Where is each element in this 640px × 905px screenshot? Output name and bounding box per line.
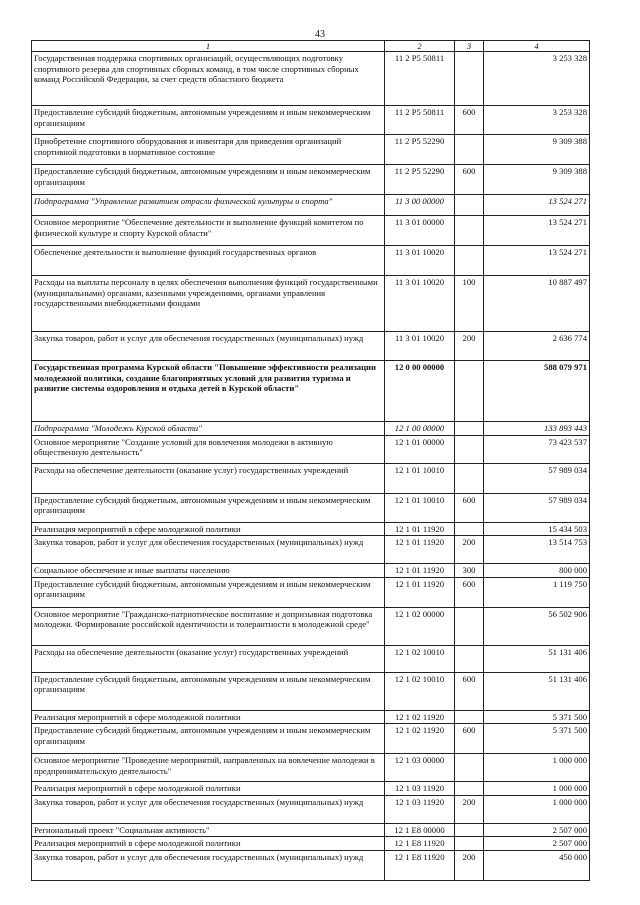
row-expense-type-cell: 200: [455, 795, 484, 823]
budget-table: [31, 40, 590, 881]
row-expense-type-cell: 600: [455, 493, 484, 522]
row-code-cell: 12 1 01 10010: [385, 493, 455, 522]
row-code-cell: 11 2 P5 52290: [385, 165, 455, 195]
row-expense-type-cell: [455, 607, 484, 645]
row-name-cell: Предоставление субсидий бюджетным, автономным учреждениям и иным некоммерческим организациям: [32, 724, 385, 754]
table-row: [32, 607, 590, 645]
row-amount-cell: 2 636 774: [484, 332, 590, 361]
row-name-cell: Реализация мероприятий в сфере молодежной политики: [32, 710, 385, 723]
table-row: [32, 837, 590, 850]
table-row: [32, 135, 590, 165]
row-amount-cell: 13 524 271: [484, 195, 590, 216]
row-name-cell: Расходы на обеспечение деятельности (оказание услуг) государственных учреждений: [32, 463, 385, 493]
row-expense-type-cell: [455, 782, 484, 795]
table-row: [32, 332, 590, 361]
row-amount-cell: 10 887 497: [484, 276, 590, 332]
row-code-cell: 12 1 01 11920: [385, 522, 455, 535]
table-row: [32, 724, 590, 754]
row-amount-cell: 5 371 500: [484, 710, 590, 723]
table-row: [32, 564, 590, 577]
table-row: [32, 276, 590, 332]
table-row: [32, 522, 590, 535]
row-expense-type-cell: [455, 246, 484, 276]
row-expense-type-cell: 600: [455, 106, 484, 135]
row-code-cell: 12 1 03 11920: [385, 795, 455, 823]
row-amount-cell: 57 989 034: [484, 493, 590, 522]
table-row: [32, 165, 590, 195]
row-expense-type-cell: 600: [455, 724, 484, 754]
row-code-cell: 12 1 03 00000: [385, 754, 455, 782]
table-row: [32, 246, 590, 276]
row-name-cell: Обеспечение деятельности и выполнение функций государственных органов: [32, 246, 385, 276]
header-cell-name: 1: [32, 41, 385, 52]
row-code-cell: 12 1 01 11920: [385, 536, 455, 564]
row-code-cell: 12 1 02 00000: [385, 607, 455, 645]
row-expense-type-cell: 200: [455, 332, 484, 361]
row-expense-type-cell: 600: [455, 165, 484, 195]
row-expense-type-cell: [455, 463, 484, 493]
row-amount-cell: 450 000: [484, 850, 590, 880]
row-code-cell: 12 0 00 00000: [385, 361, 455, 422]
row-expense-type-cell: [455, 710, 484, 723]
row-code-cell: 12 1 02 10010: [385, 672, 455, 710]
row-expense-type-cell: [455, 645, 484, 672]
row-amount-cell: 1 000 000: [484, 795, 590, 823]
row-amount-cell: 9 309 388: [484, 135, 590, 165]
row-expense-type-cell: [455, 837, 484, 850]
row-expense-type-cell: [455, 361, 484, 422]
table-row: [32, 710, 590, 723]
row-amount-cell: 2 507 000: [484, 823, 590, 836]
row-name-cell: Закупка товаров, работ и услуг для обеспечения государственных (муниципальных) нужд: [32, 332, 385, 361]
row-expense-type-cell: [455, 422, 484, 435]
row-expense-type-cell: 300: [455, 564, 484, 577]
row-amount-cell: 2 507 000: [484, 837, 590, 850]
row-name-cell: Приобретение спортивного оборудования и инвентаря для приведения организаций спортивной подготовки в нормативное состояние: [32, 135, 385, 165]
row-amount-cell: 57 989 034: [484, 463, 590, 493]
row-name-cell: Основное мероприятие "Обеспечение деятельности и выполнение функций комитетом по физической культуре и спорту Курской области": [32, 216, 385, 246]
row-amount-cell: 1 119 750: [484, 577, 590, 607]
row-amount-cell: 588 079 971: [484, 361, 590, 422]
row-code-cell: 11 3 01 10020: [385, 332, 455, 361]
row-expense-type-cell: [455, 216, 484, 246]
row-name-cell: Реализация мероприятий в сфере молодежной политики: [32, 782, 385, 795]
row-name-cell: Закупка товаров, работ и услуг для обеспечения государственных (муниципальных) нужд: [32, 850, 385, 880]
row-amount-cell: 3 253 328: [484, 52, 590, 106]
table-row: [32, 577, 590, 607]
row-amount-cell: 9 309 388: [484, 165, 590, 195]
page-number: 43: [315, 29, 325, 40]
table-row: [32, 435, 590, 463]
row-amount-cell: 51 131 406: [484, 672, 590, 710]
row-name-cell: Основное мероприятие "Гражданско-патриотическое воспитание и допризывная подготовка молодежи. Формирование российской идентичности и толерантности в молодежной среде": [32, 607, 385, 645]
row-expense-type-cell: 600: [455, 672, 484, 710]
row-code-cell: 11 2 P5 50811: [385, 106, 455, 135]
row-code-cell: 12 1 02 10010: [385, 645, 455, 672]
row-name-cell: Предоставление субсидий бюджетным, автономным учреждениям и иным некоммерческим организациям: [32, 493, 385, 522]
table-row: [32, 823, 590, 836]
table-header-row: [32, 41, 590, 52]
row-expense-type-cell: 100: [455, 276, 484, 332]
row-expense-type-cell: [455, 435, 484, 463]
row-amount-cell: 800 000: [484, 564, 590, 577]
row-amount-cell: 13 524 271: [484, 246, 590, 276]
header-cell-expense-type: 3: [455, 41, 484, 52]
row-name-cell: Предоставление субсидий бюджетным, автономным учреждениям и иным некоммерческим организациям: [32, 165, 385, 195]
row-expense-type-cell: [455, 52, 484, 106]
row-code-cell: 12 1 03 11920: [385, 782, 455, 795]
row-code-cell: 12 1 01 11920: [385, 564, 455, 577]
table-row: [32, 795, 590, 823]
table-row: [32, 782, 590, 795]
row-amount-cell: 51 131 406: [484, 645, 590, 672]
row-amount-cell: 56 502 906: [484, 607, 590, 645]
row-code-cell: 12 1 02 11920: [385, 724, 455, 754]
row-code-cell: 11 3 01 10020: [385, 276, 455, 332]
row-name-cell: Подпрограмма "Управление развитием отрасли физической культуры и спорта": [32, 195, 385, 216]
header-cell-amount: 4: [484, 41, 590, 52]
row-amount-cell: 133 893 443: [484, 422, 590, 435]
row-amount-cell: 1 000 000: [484, 782, 590, 795]
row-name-cell: Закупка товаров, работ и услуг для обеспечения государственных (муниципальных) нужд: [32, 795, 385, 823]
table-row: [32, 52, 590, 106]
row-code-cell: 12 1 01 11920: [385, 577, 455, 607]
row-expense-type-cell: [455, 823, 484, 836]
row-code-cell: 11 3 01 00000: [385, 216, 455, 246]
table-row: [32, 672, 590, 710]
table-row: [32, 106, 590, 135]
row-name-cell: Реализация мероприятий в сфере молодежной политики: [32, 522, 385, 535]
row-name-cell: Государственная поддержка спортивных организаций, осуществляющих подготовку спортивного резерва для спортивных сборных команд, в том числе спортивных сборных команд Российской Федерации, за счет средств областного бюджета: [32, 52, 385, 106]
row-amount-cell: 15 434 503: [484, 522, 590, 535]
row-code-cell: 12 1 01 00000: [385, 435, 455, 463]
row-code-cell: 12 1 E8 11920: [385, 850, 455, 880]
row-expense-type-cell: 200: [455, 850, 484, 880]
row-code-cell: 11 3 00 00000: [385, 195, 455, 216]
table-row: [32, 195, 590, 216]
row-amount-cell: 5 371 500: [484, 724, 590, 754]
row-name-cell: Основное мероприятие "Проведение мероприятий, направленных на вовлечение молодежи в предпринимательскую деятельность": [32, 754, 385, 782]
row-code-cell: 12 1 01 10010: [385, 463, 455, 493]
row-code-cell: 12 1 E8 11920: [385, 837, 455, 850]
table-row: [32, 422, 590, 435]
row-name-cell: Предоставление субсидий бюджетным, автономным учреждениям и иным некоммерческим организациям: [32, 672, 385, 710]
table-row: [32, 754, 590, 782]
row-expense-type-cell: 600: [455, 577, 484, 607]
row-name-cell: Расходы на выплаты персоналу в целях обеспечения выполнения функций государственными (муниципальными) органами, казенными учреждениями, органами управления государственными внебюджетными фондами: [32, 276, 385, 332]
row-amount-cell: 1 000 000: [484, 754, 590, 782]
row-name-cell: Государственная программа Курской области "Повышение эффективности реализации молодежной политики, создание благоприятных условий для развития туризма и развитие системы оздоровления и отдыха детей в Курской области": [32, 361, 385, 422]
header-cell-code: 2: [385, 41, 455, 52]
table-row: [32, 493, 590, 522]
row-expense-type-cell: [455, 135, 484, 165]
row-code-cell: 11 2 P5 50811: [385, 52, 455, 106]
row-code-cell: 11 3 01 10020: [385, 246, 455, 276]
row-name-cell: Предоставление субсидий бюджетным, автономным учреждениям и иным некоммерческим организациям: [32, 577, 385, 607]
table-row: [32, 536, 590, 564]
table-row: [32, 361, 590, 422]
row-name-cell: Подпрограмма "Молодежь Курской области": [32, 422, 385, 435]
row-name-cell: Реализация мероприятий в сфере молодежной политики: [32, 837, 385, 850]
row-expense-type-cell: [455, 522, 484, 535]
row-amount-cell: 13 524 271: [484, 216, 590, 246]
row-amount-cell: 3 253 328: [484, 106, 590, 135]
table-row: [32, 645, 590, 672]
row-expense-type-cell: 200: [455, 536, 484, 564]
table-row: [32, 463, 590, 493]
row-expense-type-cell: [455, 754, 484, 782]
row-amount-cell: 13 514 753: [484, 536, 590, 564]
row-code-cell: 12 1 00 00000: [385, 422, 455, 435]
row-name-cell: Закупка товаров, работ и услуг для обеспечения государственных (муниципальных) нужд: [32, 536, 385, 564]
row-name-cell: Основное мероприятие "Создание условий для вовлечения молодежи в активную общественную деятельность": [32, 435, 385, 463]
row-code-cell: 12 1 E8 00000: [385, 823, 455, 836]
row-code-cell: 11 2 P5 52290: [385, 135, 455, 165]
table-row: [32, 216, 590, 246]
row-code-cell: 12 1 02 11920: [385, 710, 455, 723]
row-name-cell: Предоставление субсидий бюджетным, автономным учреждениям и иным некоммерческим организациям: [32, 106, 385, 135]
row-expense-type-cell: [455, 195, 484, 216]
row-name-cell: Социальное обеспечение и иные выплаты населению: [32, 564, 385, 577]
row-amount-cell: 73 423 537: [484, 435, 590, 463]
row-name-cell: Расходы на обеспечение деятельности (оказание услуг) государственных учреждений: [32, 645, 385, 672]
table-row: [32, 850, 590, 880]
row-name-cell: Региональный проект "Социальная активность": [32, 823, 385, 836]
